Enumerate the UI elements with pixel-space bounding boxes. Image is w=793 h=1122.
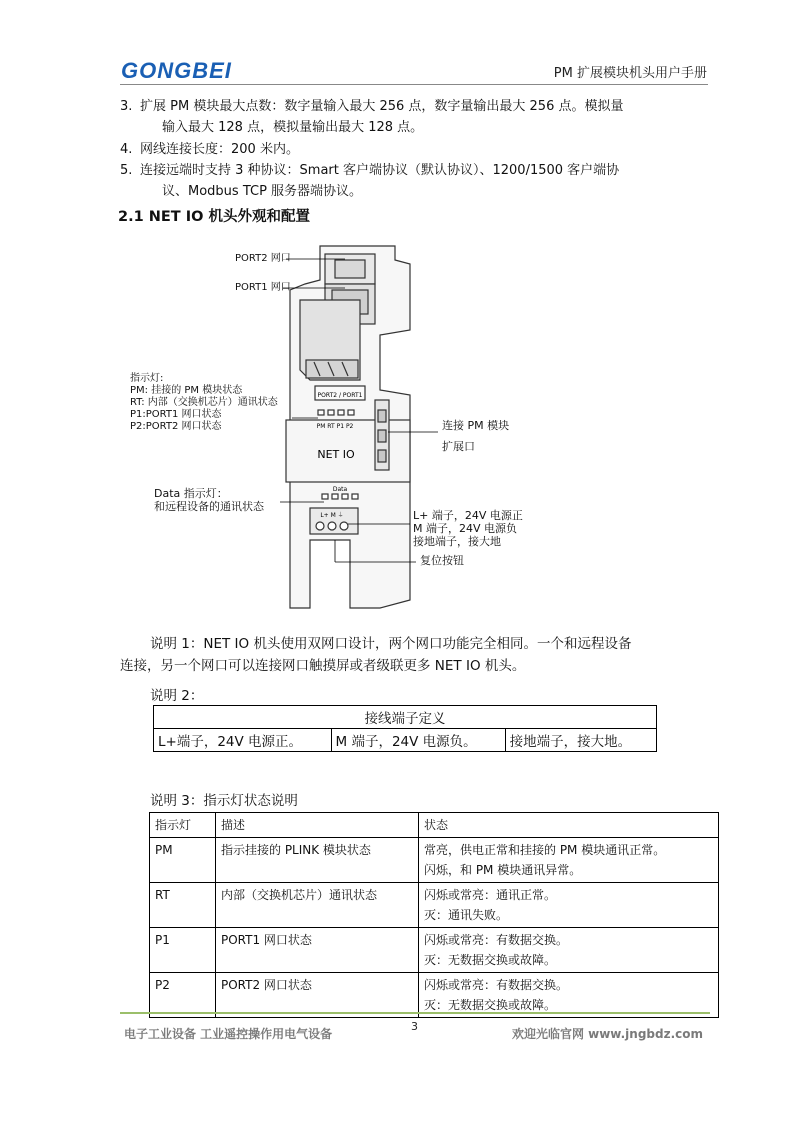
brand-logo: GONGBEI [121, 58, 232, 83]
note-2: 说明 2： [150, 688, 204, 704]
annotation-connect-pm: 连接 PM 模块 [442, 419, 510, 432]
device-name-label: NET IO [317, 448, 355, 461]
annotation-led-pm: PM: 挂接的 PM 模块状态 [130, 385, 243, 396]
table-header: 指示灯 [150, 813, 216, 838]
device-led-label: PM RT P1 P2 [316, 423, 354, 430]
table-row [150, 973, 719, 1018]
table-cell: 闪烁或常亮：通讯正常。 灭：通讯失败。 [419, 883, 719, 928]
list-item-5-cont: 议、Modbus TCP 服务器端协议。 [162, 184, 363, 199]
table-cell: 闪烁或常亮：有数据交换。 灭：无数据交换或故障。 [419, 973, 719, 1018]
device-data-label: Data [332, 486, 348, 493]
annotation-data-led-desc: 和远程设备的通讯状态 [154, 500, 264, 513]
table-cell: 常亮，供电正常和挂接的 PM 模块通讯正常。 闪烁，和 PM 模块通讯异常。 [419, 838, 719, 883]
footer-left-text: 电子工业设备 工业遥控操作用电气设备 [124, 1027, 333, 1041]
table-cell: M 端子，24V 电源负。 [331, 729, 505, 752]
device-terminal-label: L+ M ⏚ [320, 512, 344, 519]
table-cell: 接地端子，接大地。 [505, 729, 656, 752]
list-item-3: 3. 扩展 PM 模块最大点数：数字量输入最大 256 点，数字量输出最大 256 点。模拟量 [120, 99, 624, 114]
table-cell: L+端子，24V 电源正。 [154, 729, 332, 752]
table-row [150, 883, 719, 928]
annotation-port2: PORT2 网口 [235, 253, 291, 264]
table-cell: 内部（交换机芯片）通讯状态 [216, 883, 419, 928]
annotation-led-title: 指示灯: [130, 373, 164, 384]
device-port-label: PORT2 / PORT1 [317, 392, 363, 399]
annotation-terminal-m: M 端子，24V 电源负 [413, 522, 518, 535]
annotation-led-p1: P1:PORT1 网口状态 [130, 409, 222, 420]
footer-divider [120, 1012, 710, 1014]
table-cell: 指示挂接的 PLINK 模块状态 [216, 838, 419, 883]
table-header: 状态 [419, 813, 719, 838]
list-item-5: 5. 连接远端时支持 3 种协议：Smart 客户端协议（默认协议）、1200/1500 客户端协 [120, 163, 620, 178]
table-cell: P1 [150, 928, 216, 973]
page-number: 3 [411, 1020, 418, 1033]
table-row [150, 838, 719, 883]
list-item-3-cont: 输入最大 128 点，模拟量输出最大 128 点。 [162, 120, 424, 135]
table-cell: PORT1 网口状态 [216, 928, 419, 973]
table-cell: PM [150, 838, 216, 883]
annotation-terminal-ground: 接地端子，接大地 [413, 535, 501, 548]
note-1: 说明 1：NET IO 机头使用双网口设计，两个网口功能完全相同。一个和远程设备 [150, 636, 632, 652]
led-status-table [149, 812, 719, 1018]
terminal-table-title: 接线端子定义 [154, 706, 657, 729]
header-divider [120, 84, 708, 85]
annotation-led-p2: P2:PORT2 网口状态 [130, 421, 222, 432]
table-cell: P2 [150, 973, 216, 1018]
annotation-led-rt: RT: 内部（交换机芯片）通讯状态 [130, 397, 278, 408]
footer-website: 欢迎光临官网 www.jngbdz.com [511, 1027, 703, 1041]
table-cell: RT [150, 883, 216, 928]
annotation-expansion-port: 扩展口 [442, 440, 475, 453]
table-cell: PORT2 网口状态 [216, 973, 419, 1018]
note-3: 说明 3：指示灯状态说明 [150, 793, 298, 809]
document-title: PM 扩展模块机头用户手册 [553, 66, 707, 81]
list-item-4: 4. 网线连接长度：200 米内。 [120, 142, 299, 157]
annotation-reset-button: 复位按钮 [420, 554, 464, 567]
terminal-definition-table [153, 705, 657, 752]
table-cell: 闪烁或常亮：有数据交换。 灭：无数据交换或故障。 [419, 928, 719, 973]
annotation-terminal-lplus: L+ 端子，24V 电源正 [413, 509, 523, 522]
table-row [150, 928, 719, 973]
note-1-cont: 连接，另一个网口可以连接网口触摸屏或者级联更多 NET IO 机头。 [120, 658, 526, 674]
device-figure [120, 240, 530, 612]
annotation-data-led: Data 指示灯： [154, 487, 228, 500]
section-title: 2.1 NET IO 机头外观和配置 [118, 209, 310, 225]
annotation-port1: PORT1 网口 [235, 282, 291, 293]
table-header: 描述 [216, 813, 419, 838]
